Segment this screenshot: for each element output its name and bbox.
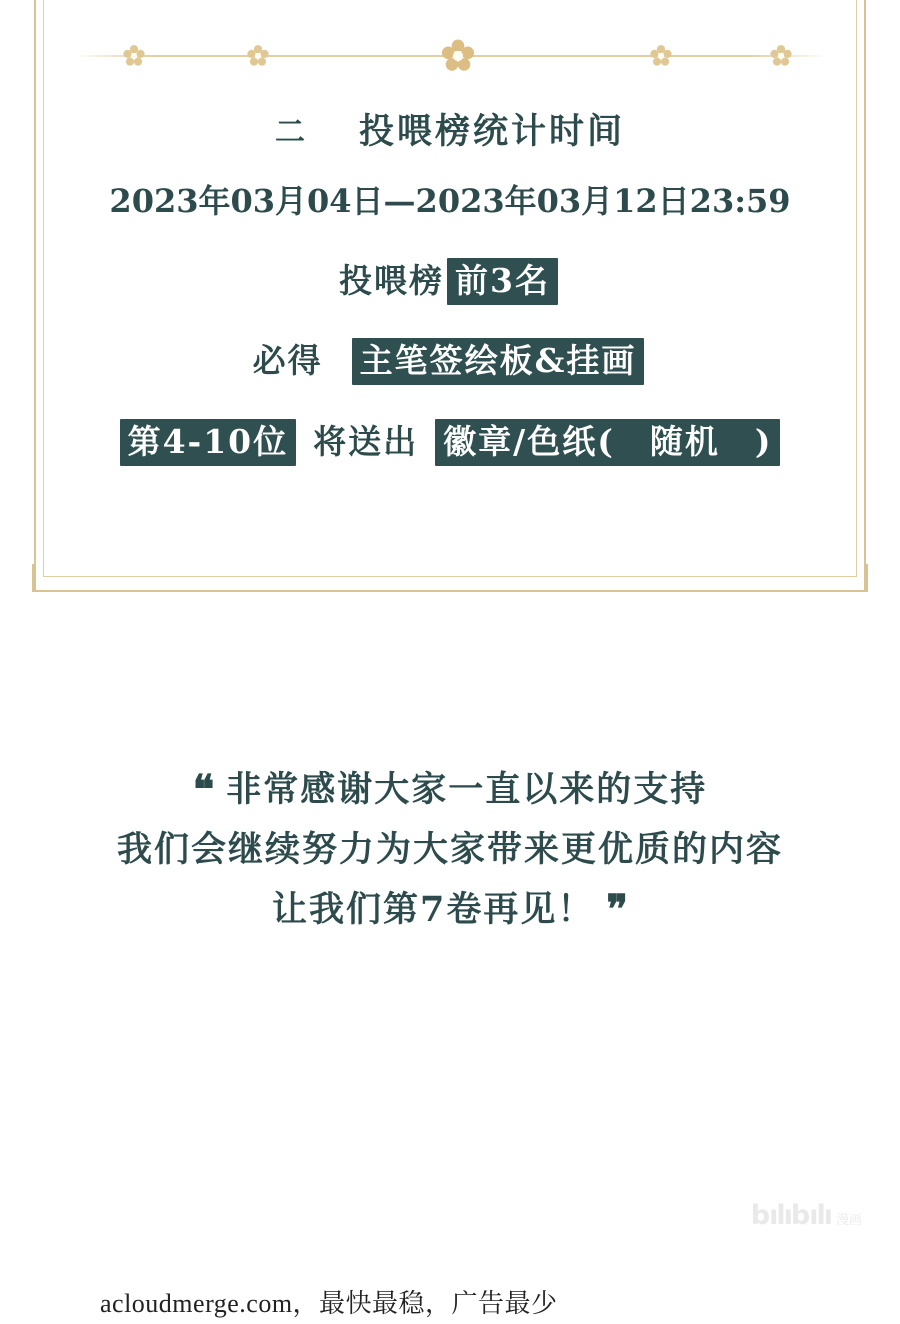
must-get-line <box>34 335 866 382</box>
section-number: 二 <box>274 115 307 150</box>
plum-blossom-icon <box>122 44 146 68</box>
bilibili-watermark <box>751 1200 862 1231</box>
quote-line-1 <box>0 760 900 820</box>
rest-ranks-middle: 将送出 <box>313 422 419 461</box>
quote-text-3: 让我们第7卷再见！ <box>272 889 595 931</box>
quote-text-2: 我们会继续努力为大家带来更优质的内容 <box>116 829 783 871</box>
rank-line-prefix: 投喂榜 <box>339 261 445 300</box>
section-heading <box>34 104 866 154</box>
promo-panel <box>34 0 866 590</box>
must-get-highlight: 主笔签绘板&挂画 <box>352 338 645 385</box>
plum-blossom-icon <box>649 44 673 68</box>
rank-line-highlight: 前3名 <box>447 258 558 305</box>
bilibili-logo-icon: bılıbılı <box>750 1200 831 1231</box>
panel-corner-bottom-left <box>32 564 60 592</box>
section-title: 投喂榜统计时间 <box>358 111 625 152</box>
quote-line-2 <box>0 820 900 880</box>
rest-ranks-highlight: 第4-10位 <box>120 419 297 466</box>
footer-site-text: acloudmerge.com，最快最稳，广告最少 <box>100 1289 558 1318</box>
watermark-sub-bottom: 画 <box>848 1213 862 1229</box>
watermark-sub-label <box>836 1214 862 1231</box>
quote-close-icon: ❞ <box>606 886 628 934</box>
floral-divider <box>74 55 826 57</box>
must-get-prefix: 必得 <box>252 341 323 380</box>
plum-blossom-icon <box>246 44 270 68</box>
plum-blossom-icon-large <box>440 38 476 74</box>
panel-corner-bottom-right <box>840 564 868 592</box>
rest-ranks-gift-highlight: 徽章/色纸( 随机 ) <box>435 419 780 466</box>
rest-ranks-line <box>34 416 866 463</box>
quote-text-1: 非常感谢大家一直以来的支持 <box>226 769 708 810</box>
thank-you-quote <box>0 760 900 941</box>
quote-open-icon: ❝ <box>192 766 215 813</box>
quote-line-3 <box>0 880 900 940</box>
plum-blossom-icon <box>769 44 793 68</box>
rank-line <box>34 255 866 302</box>
statistics-date-range: 2023年03月04日—2023年03月12日23:59 <box>109 182 791 220</box>
watermark-sub-top: 漫 <box>835 1213 849 1229</box>
